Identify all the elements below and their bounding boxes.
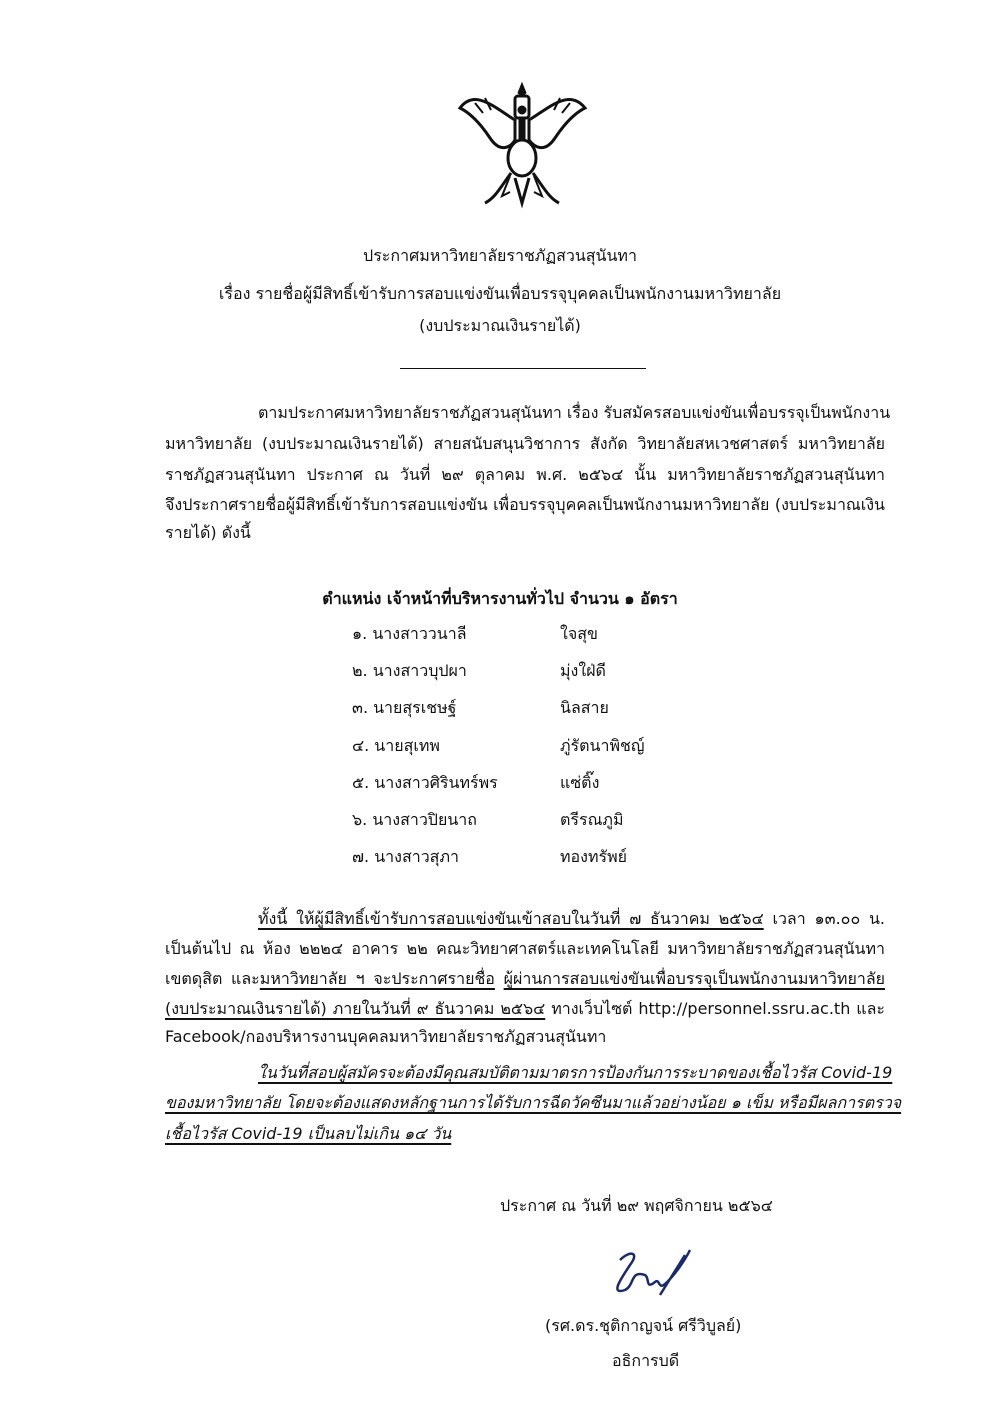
candidate-surname: นิลสาย xyxy=(560,698,609,718)
paragraph-line xyxy=(258,401,891,426)
signer-title: อธิการบดี xyxy=(612,1351,680,1370)
candidate-name: ๔. นายสุเทพ xyxy=(352,735,440,755)
paragraph-line xyxy=(165,997,885,1022)
announcement-title: ประกาศมหาวิทยาลัยราชภัฏสวนสุนันทา xyxy=(363,246,637,265)
paragraph-line xyxy=(165,937,885,962)
paragraph-line xyxy=(165,1025,885,1050)
candidate-row xyxy=(352,622,752,652)
candidate-name: ๖. นางสาวปิยนาถ xyxy=(352,810,477,829)
text-segment: เขตดุสิต และ xyxy=(165,969,260,988)
candidate-row xyxy=(352,845,752,875)
text-segment xyxy=(495,969,504,988)
paragraph-line xyxy=(258,907,885,932)
candidate-surname: มุ่งใฝ่ดี xyxy=(560,661,606,681)
underlined-text: ในวันที่สอบผู้สมัครจะต้องมีคุณสมบัติตามมาตรการป้องกันการระบาดของเชื้อไวรัส Covid-19 xyxy=(258,1063,893,1082)
candidate-surname: ใจสุข xyxy=(560,624,598,643)
underlined-text: มหาวิทยาลัย ฯ จะประกาศรายชื่อ xyxy=(259,969,495,988)
paragraph-line xyxy=(165,463,885,488)
underlined-text: ทั้งนี้ ให้ผู้มีสิทธิ์เข้ารับการสอบแข่งขันเข้าสอบในวันที่ ๗ ธันวาคม ๒๕๖๔ xyxy=(258,909,764,928)
text-segment: Facebook/กองบริหารงานบุคคลมหาวิทยาลัยราชภัฏสวนสุนันทา xyxy=(165,1027,607,1046)
candidate-surname: ภู่รัตนาพิชญ์ xyxy=(560,735,645,755)
underlined-text: ของมหาวิทยาลัย โดยจะต้องแสดงหลักฐานการได้รับการฉีดวัคซีนมาแล้วอย่างน้อย ๑ เข็ม หรือมีผลการตรวจ xyxy=(165,1093,902,1112)
candidate-name: ๓. นายสุรเชษฐ์ xyxy=(352,698,457,718)
paragraph-line xyxy=(165,432,885,457)
text-segment: ตามประกาศมหาวิทยาลัยราชภัฏสวนสุนันทา เรื่อง รับสมัครสอบแข่งขันเพื่อบรรจุเป็นพนักงาน xyxy=(258,403,891,422)
paragraph-line xyxy=(165,1122,885,1147)
candidate-name: ๑. นางสาววนาลี xyxy=(352,624,467,643)
paragraph-line xyxy=(165,967,885,992)
candidate-surname: ทองทรัพย์ xyxy=(560,847,628,867)
paragraph-line xyxy=(165,493,885,518)
paragraph-line xyxy=(258,1061,893,1086)
signer-name: (รศ.ดร.ชุติกาญจน์ ศรีวิบูลย์) xyxy=(545,1316,742,1335)
underlined-text: เชื้อไวรัส Covid-19 เป็นลบไม่เกิน ๑๔ วัน xyxy=(165,1124,452,1143)
paragraph-line xyxy=(165,521,885,546)
divider xyxy=(400,368,646,369)
position-heading: ตำแหน่ง เจ้าหน้าที่บริหารงานทั่วไป จำนวน ๑ อัตรา xyxy=(322,589,678,608)
paragraph-line xyxy=(165,1091,902,1116)
text-segment: เวลา ๑๓.๐๐ น. xyxy=(763,909,886,928)
announcement-budget: (งบประมาณเงินรายได้) xyxy=(419,316,581,335)
text-segment: มหาวิทยาลัย (งบประมาณเงินรายได้) สายสนับสนุนวิชาการ สังกัด วิทยาลัยสหเวชศาสตร์ มหาวิทยาลัย xyxy=(165,434,885,453)
text-segment: เป็นต้นไป ณ ห้อง ๒๒๒๔ อาคาร ๒๒ คณะวิทยาศาสตร์และเทคโนโลยี มหาวิทยาลัยราชภัฏสวนสุนันทา xyxy=(165,939,885,958)
candidate-row xyxy=(352,808,752,838)
candidate-row xyxy=(352,659,752,689)
signature-icon xyxy=(600,1240,700,1310)
candidate-surname: แซ่ติ๊ง xyxy=(560,772,600,792)
text-segment: จึงประกาศรายชื่อผู้มีสิทธิ์เข้ารับการสอบแข่งขัน เพื่อบรรจุบุคคลเป็นพนักงานมหาวิทยาลัย (งบประมาณเงิน xyxy=(165,495,885,514)
announce-date: ประกาศ ณ วันที่ ๒๙ พฤศจิกายน ๒๕๖๔ xyxy=(500,1196,773,1215)
candidate-row xyxy=(352,734,752,764)
candidate-row xyxy=(352,771,752,801)
candidate-name: ๕. นางสาวศิรินทร์พร xyxy=(352,772,498,792)
text-segment: ราชภัฏสวนสุนันทา ประกาศ ณ วันที่ ๒๙ ตุลาคม พ.ศ. ๒๕๖๔ นั้น มหาวิทยาลัยราชภัฏสวนสุนันทา xyxy=(165,465,885,484)
candidate-name: ๗. นางสาวสุภา xyxy=(352,847,459,867)
candidate-surname: ตรีรณภูมิ xyxy=(560,810,624,829)
underlined-text: (งบประมาณเงินรายได้) ภายในวันที่ ๙ ธันวาคม ๒๕๖๔ xyxy=(165,999,546,1018)
text-segment: ทางเว็บไซต์ http://personnel.ssru.ac.th และ xyxy=(545,999,885,1018)
underlined-text: ผู้ผ่านการสอบแข่งขันเพื่อบรรจุเป็นพนักงานมหาวิทยาลัย xyxy=(503,969,885,988)
candidate-name: ๒. นางสาวบุปผา xyxy=(352,661,467,681)
text-segment: รายได้) ดังนี้ xyxy=(165,523,251,542)
candidate-row xyxy=(352,696,752,726)
announcement-subject: เรื่อง รายชื่อผู้มีสิทธิ์เข้ารับการสอบแข่งขันเพื่อบรรจุบุคคลเป็นพนักงานมหาวิทยาลัย xyxy=(218,284,782,303)
garuda-emblem-icon xyxy=(455,78,590,213)
